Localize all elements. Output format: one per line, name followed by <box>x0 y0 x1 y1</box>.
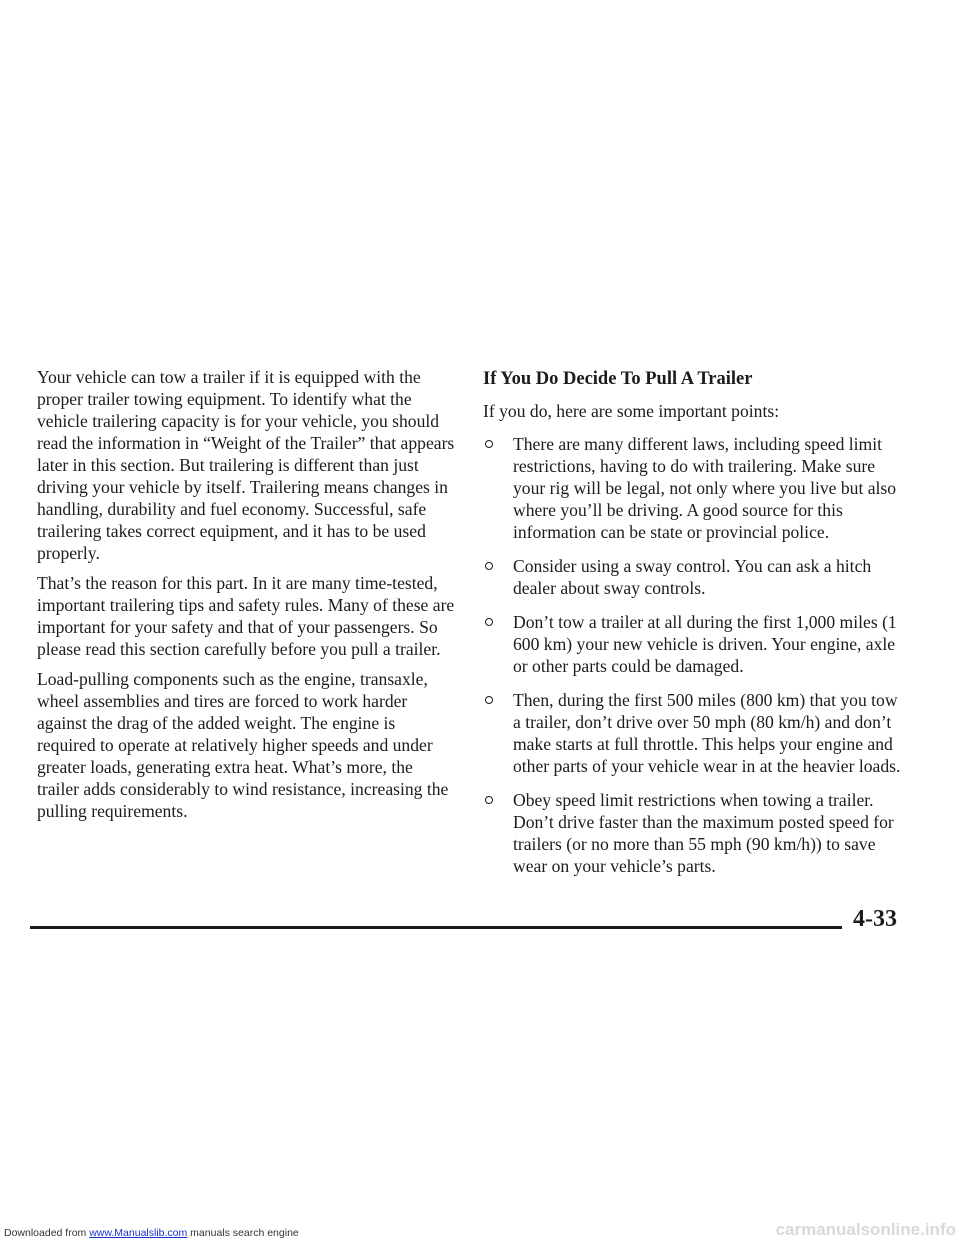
bullet-text: Obey speed limit restrictions when towing a trailer. Don’t drive faster than the maximum posted speed for trailers (or no more than 55 mph (90 km/h)) to save wear on your vehicle’s parts. <box>513 790 894 876</box>
bullet-item <box>483 555 908 599</box>
bullet-icon <box>485 796 493 804</box>
bullet-icon <box>485 440 493 448</box>
left-column <box>37 366 457 830</box>
right-column <box>483 368 908 889</box>
bullet-item <box>483 433 908 543</box>
bullet-icon <box>485 618 493 626</box>
page-rule-divider <box>30 926 842 929</box>
download-footer <box>4 1227 299 1240</box>
bullet-icon <box>485 562 493 570</box>
manualslib-link[interactable]: www.Manualslib.com <box>89 1227 188 1239</box>
bullet-text: Don’t tow a trailer at all during the first 1,000 miles (1 600 km) your new vehicle is driven. Your engine, axle or other parts could be damaged. <box>513 612 897 676</box>
bullet-text: Then, during the first 500 miles (800 km) that you tow a trailer, don’t drive over 50 mph (80 km/h) and don’t make starts at full throttle. This helps your engine and other parts of your vehicle wear in at the heavier loads. <box>513 690 901 776</box>
footer-prefix: Downloaded from <box>4 1227 90 1239</box>
page-number: 4-33 <box>853 906 897 932</box>
bullet-text: There are many different laws, including speed limit restrictions, having to do with trailering. Make sure your rig will be legal, not only where you live but also where you’ll be driving. A good source for this information can be state or provincial police. <box>513 434 897 542</box>
body-paragraph: That’s the reason for this part. In it are many time-tested, important trailering tips and safety rules. Many of these are important for your safety and that of your passengers. So please read this section carefully before you pull a trailer. <box>37 573 455 659</box>
footer-suffix: manuals search engine <box>187 1227 299 1239</box>
bullet-item <box>483 689 908 777</box>
bullet-item <box>483 611 908 677</box>
watermark-text: carmanualsonline.info <box>775 1220 956 1239</box>
body-paragraph: Your vehicle can tow a trailer if it is equipped with the proper trailer towing equipment. To identify what the vehicle trailering capacity is for your vehicle, you should read the information in “Weight of the Trailer” that appears later in this section. But trailering is different than just driving your vehicle by itself. Trailering means changes in handling, durability and fuel economy. Successful, safe trailering takes correct equipment, and it has to be used properly. <box>37 367 455 563</box>
intro-text: If you do, here are some important points: <box>483 401 780 421</box>
bullet-text: Consider using a sway control. You can ask a hitch dealer about sway controls. <box>513 556 872 598</box>
bullet-list <box>483 433 908 877</box>
bullet-icon <box>485 696 493 704</box>
body-paragraph: Load-pulling components such as the engine, transaxle, wheel assemblies and tires are forced to work harder against the drag of the added weight. The engine is required to operate at relatively higher speeds and under greater loads, generating extra heat. What’s more, the trailer adds considerably to wind resistance, increasing the pulling requirements. <box>37 669 449 821</box>
section-heading: If You Do Decide To Pull A Trailer <box>483 369 753 389</box>
bullet-item <box>483 789 908 877</box>
